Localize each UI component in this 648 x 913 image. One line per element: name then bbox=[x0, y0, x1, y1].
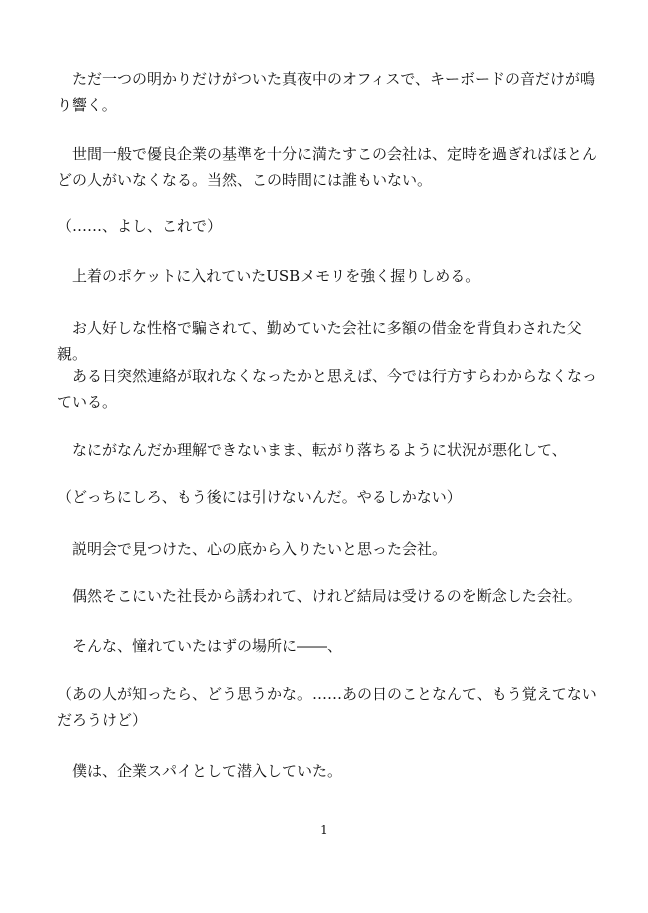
paragraph-3: （……、よし、これで） bbox=[57, 217, 223, 235]
paragraph-4: 上着のポケットに入れていたUSBメモリを強く握りしめる。 bbox=[72, 267, 481, 285]
paragraph-5: お人好しな性格で騙されて、勤めていた会社に多額の借金を背負わされた父親。 bbox=[57, 319, 582, 363]
paragraph-10: 偶然そこにいた社長から誘われて、けれど結局は受けるのを断念した会社。 bbox=[72, 587, 582, 605]
page-number: 1 bbox=[320, 823, 328, 837]
paragraph-8: （どっちにしろ、もう後には引けないんだ。やるしかない） bbox=[57, 488, 462, 506]
paragraph-9: 説明会で見つけた、心の底から入りたいと思った会社。 bbox=[72, 540, 448, 558]
paragraph-2: 世間一般で優良企業の基準を十分に満たすこの会社は、定時を過ぎればほとんどの人がいなくなる。当然、この時間には誰もいない。 bbox=[57, 145, 598, 189]
paragraph-12: （あの人が知ったら、どう思うかな。……あの日のことなんて、もう覚えてないだろうけど） bbox=[57, 685, 597, 729]
paragraph-11: そんな、憧れていたはずの場所に――、 bbox=[72, 637, 343, 655]
paragraph-7: なにがなんだか理解できないまま、転がり落ちるように状況が悪化して、 bbox=[72, 441, 567, 459]
paragraph-13: 僕は、企業スパイとして潜入していた。 bbox=[72, 762, 343, 780]
paragraph-1: ただ一つの明かりだけがついた真夜中のオフィスで、キーボードの音だけが鳴り響く。 bbox=[57, 70, 596, 114]
paragraph-6: ある日突然連絡が取れなくなったかと思えば、今では行方すらわからなくなっている。 bbox=[57, 367, 598, 411]
